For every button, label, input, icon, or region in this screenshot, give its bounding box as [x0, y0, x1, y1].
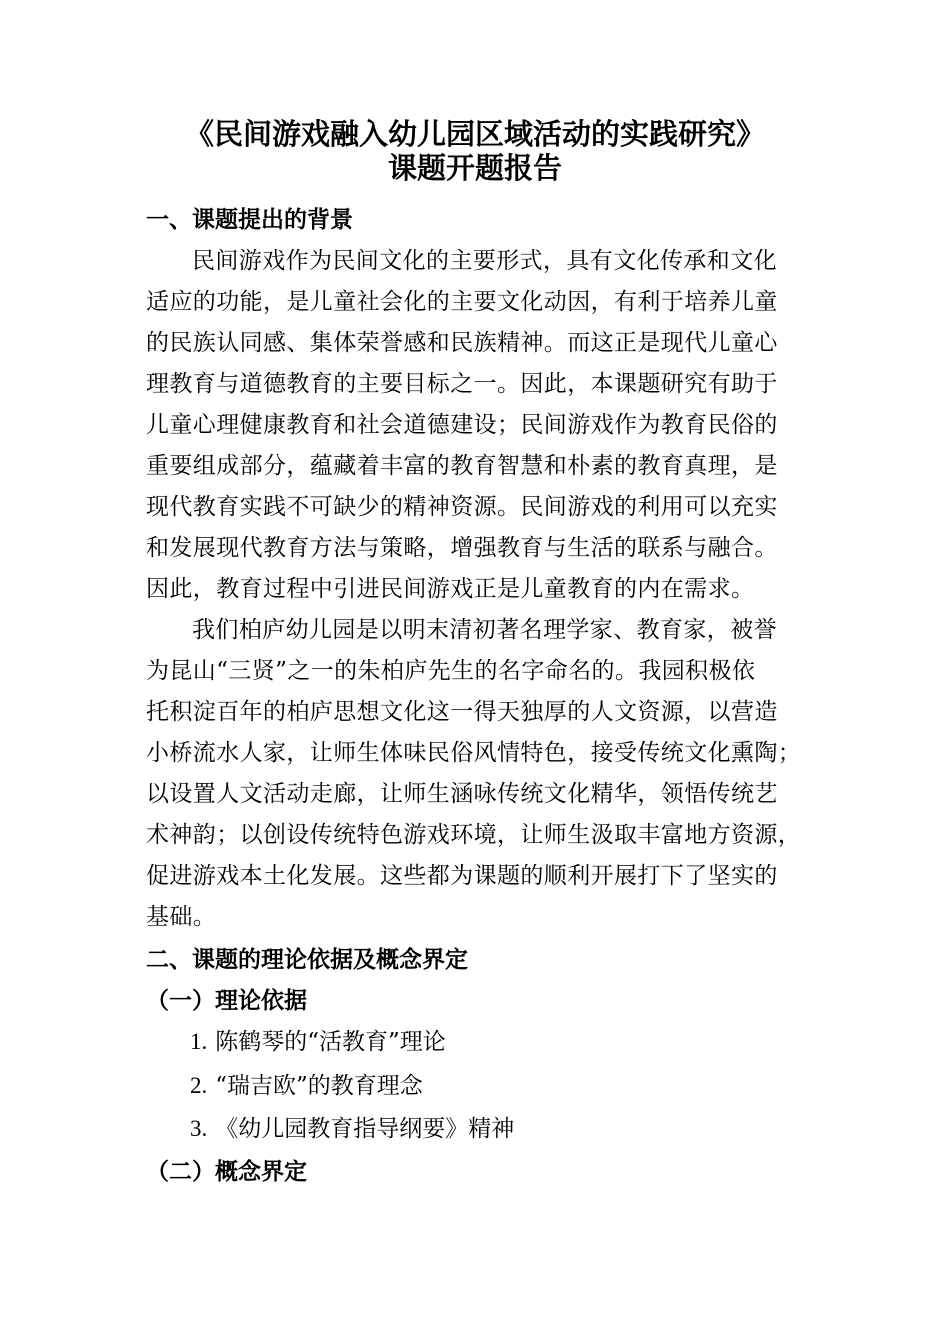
section-heading-background: 一、课题提出的背景 — [146, 207, 353, 233]
paragraph-line: 因此，教育过程中引进民间游戏正是儿童教育的内在需求。 — [146, 576, 755, 602]
list-item-text: “瑞吉欧”的教育理念 — [215, 1073, 423, 1099]
list-item-text: 《幼儿园教育指导纲要》精神 — [215, 1116, 515, 1142]
theory-list-item — [190, 1027, 446, 1057]
paragraph-line: 适应的功能，是儿童社会化的主要文化动因，有利于培养儿童 — [146, 289, 778, 315]
paragraph-line: 基础。 — [146, 904, 217, 930]
subsection-heading-theory-basis: （一）理论依据 — [146, 988, 307, 1014]
paragraph-line: 我们柏庐幼儿园是以明末清初著名理学家、教育家，被誉 — [192, 617, 777, 643]
paragraph-line: 促进游戏本土化发展。这些都为课题的顺利开展打下了坚实的 — [146, 863, 778, 889]
list-item-number: 3. — [190, 1116, 208, 1141]
paragraph-line: 民间游戏作为民间文化的主要形式，具有文化传承和文化 — [192, 248, 777, 274]
list-item-number: 1. — [190, 1029, 208, 1054]
paragraph-line: 为昆山“三贤”之一的朱柏庐先生的名字命名的。我园积极依 — [146, 658, 756, 684]
paragraph-line: 的民族认同感、集体荣誉感和民族精神。而这正是现代儿童心 — [146, 330, 778, 356]
paragraph-line: 和发展现代教育方法与策略，增强教育与生活的联系与融合。 — [146, 535, 778, 561]
theory-list-item — [190, 1114, 514, 1144]
list-item-number: 2. — [190, 1073, 208, 1098]
paragraph-line: 理教育与道德教育的主要目标之一。因此，本课题研究有助于 — [146, 371, 778, 397]
paragraph-line: 现代教育实践不可缺少的精神资源。民间游戏的利用可以充实 — [146, 494, 778, 520]
paragraph-line: 儿童心理健康教育和社会道德建设；民间游戏作为教育民俗的 — [146, 412, 778, 438]
paragraph-line: 术神韵；以创设传统特色游戏环境，让师生汲取丰富地方资源， — [146, 822, 802, 848]
subsection-heading-concept: （二）概念界定 — [146, 1159, 307, 1185]
paragraph-line: 小桥流水人家，让师生体味民俗风情特色，接受传统文化熏陶； — [146, 740, 802, 766]
document-subtitle: 课题开题报告 — [387, 151, 562, 185]
paragraph-line: 重要组成部分，蕴藏着丰富的教育智慧和朴素的教育真理，是 — [146, 453, 778, 479]
section-heading-theory: 二、课题的理论依据及概念界定 — [146, 947, 468, 973]
theory-list-item — [190, 1071, 423, 1101]
paragraph-line: 托积淀百年的柏庐思想文化这一得天独厚的人文资源，以营造 — [146, 699, 778, 725]
document-title: 《民间游戏融入幼儿园区域活动的实践研究》 — [184, 117, 765, 151]
list-item-text: 陈鹤琴的“活教育”理论 — [215, 1029, 446, 1055]
paragraph-line: 以设置人文活动走廊，让师生涵咏传统文化精华，领悟传统艺 — [146, 781, 778, 807]
